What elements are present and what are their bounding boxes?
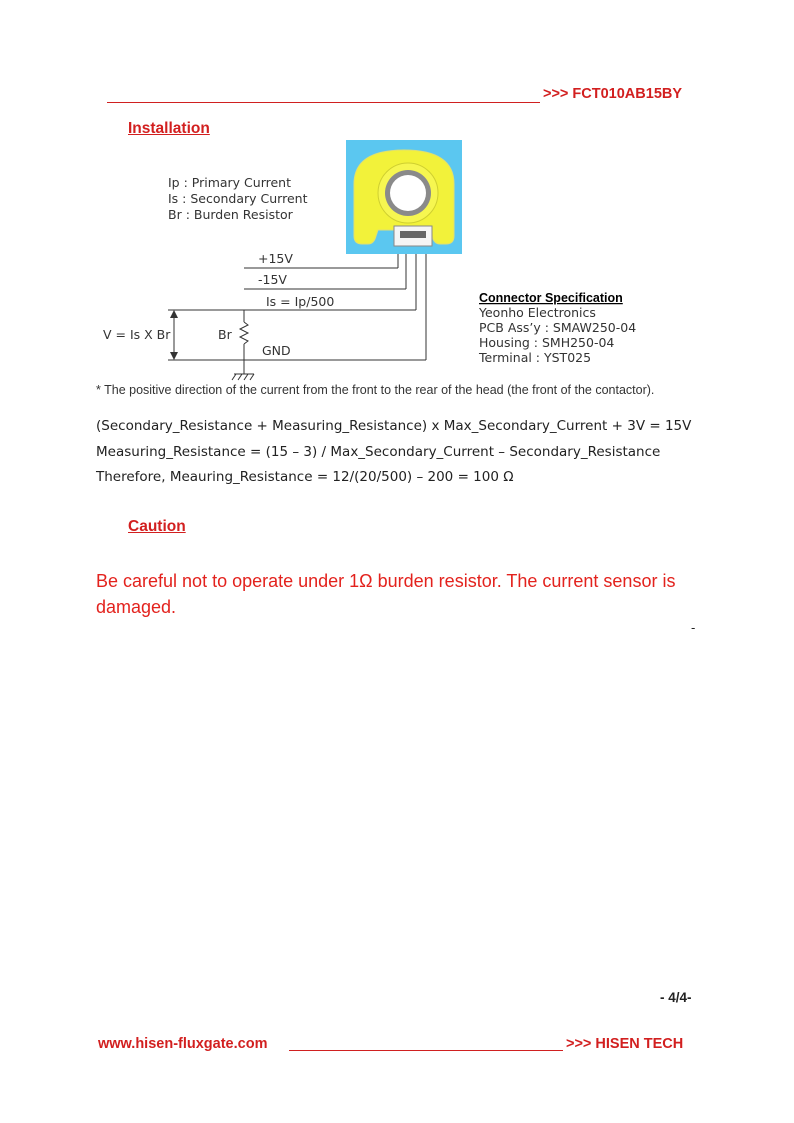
footer-rule [289, 1050, 563, 1051]
header-rule [107, 102, 540, 103]
footer-brand: >>> HISEN TECH [566, 1036, 684, 1052]
caution-title: Caution [128, 518, 186, 535]
voltage-label: V = Is X Br [103, 327, 171, 342]
trailing-mark: - [691, 620, 696, 635]
doc-code: >>> FCT010AB15BY [543, 86, 683, 102]
connector-spec-title: Connector Specification [479, 291, 623, 305]
formula-line-1: (Secondary_Resistance + Measuring_Resistance) x Max_Secondary_Current + 3V = 15V [96, 418, 692, 434]
formula-line-2: Measuring_Resistance = (15 – 3) / Max_Secondary_Current – Secondary_Resistance [96, 444, 661, 460]
connector-spec-line: PCB Ass’y : SMAW250-04 [479, 320, 637, 335]
installation-title: Installation [128, 120, 210, 137]
legend-primary: Ip : Primary Current [168, 175, 292, 190]
wire-minus15: -15V [258, 272, 287, 287]
connector-spec-line: Housing : SMH250-04 [479, 335, 615, 350]
page-number: - 4/4- [660, 990, 692, 1005]
connector-spec-line: Yeonho Electronics [479, 305, 596, 320]
formula-line-3: Therefore, Meauring_Resistance = 12/(20/500) – 200 = 100 Ω [96, 469, 514, 485]
wire-plus15: +15V [258, 251, 293, 266]
footer-url-link[interactable]: www.hisen-fluxgate.com [98, 1036, 268, 1052]
wire-gnd: GND [262, 343, 291, 358]
wire-signal: Is = Ip/500 [266, 294, 335, 309]
legend-secondary: Is : Secondary Current [168, 191, 308, 206]
current-direction-note: * The positive direction of the current from the front to the rear of the head (the front of the contactor). [96, 383, 655, 397]
sensor-image [346, 140, 462, 254]
wiring-diagram [96, 138, 706, 388]
legend-burden: Br : Burden Resistor [168, 207, 293, 222]
resistor-label: Br [218, 327, 232, 342]
connector-spec-line: Terminal : YST025 [479, 350, 592, 365]
caution-text: Be careful not to operate under 1Ω burden resistor. The current sensor is damaged. [96, 571, 676, 617]
